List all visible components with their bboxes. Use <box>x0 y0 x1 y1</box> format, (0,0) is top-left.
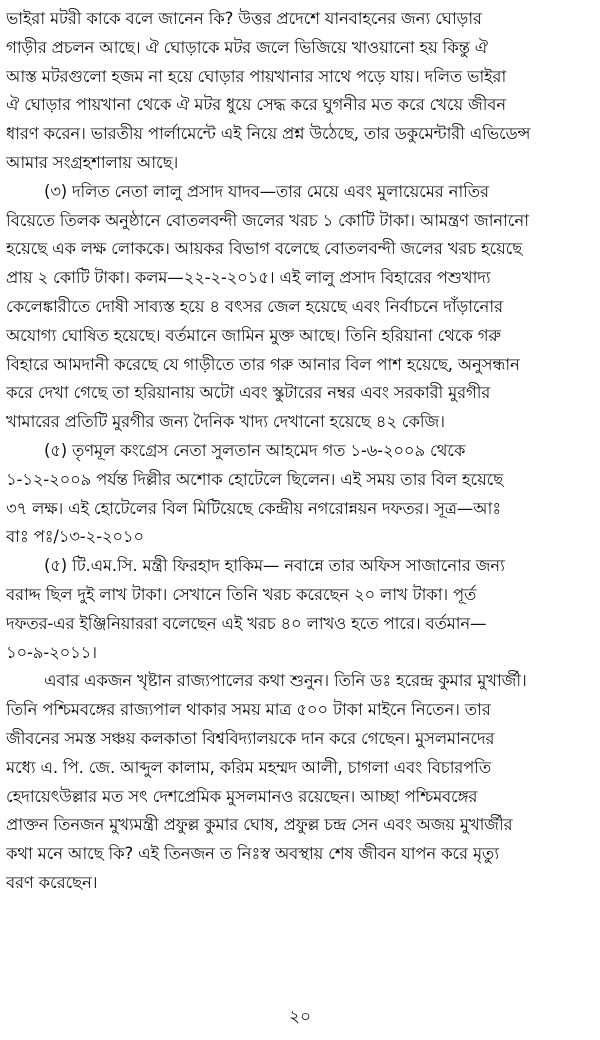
text-line: (৫) টি.এম.সি. মন্ত্রী ফিরহাদ হাকিম— নবান্নে তার অফিস সাজানোর জন্য <box>44 556 505 576</box>
text-line: করে দেখা গেছে তা হরিয়ানায় অটো এবং স্কুটারের নম্বর এবং সরকারী মুরগীর <box>6 383 491 403</box>
text-line: অযোগ্য ঘোষিত হয়েছে। বর্তমানে জামিন মুক্ত আছে। তিনি হরিয়ানা থেকে গরু <box>6 325 501 345</box>
text-line: কেলেঙ্কারীতে দোষী সাব্যস্ত হয়ে ৪ বৎসর জেল হয়েছে এবং নির্বাচনে দাঁড়ানোর <box>6 296 503 316</box>
text-line: বিয়েতে তিলক অনুষ্ঠানে বোতলবন্দী জলের খরচ ১ কোটি টাকা। আমন্ত্রণ জানানো <box>6 210 529 230</box>
text-line: ৩৭ লক্ষ। এই হোটেলের বিল মিটিয়েছে কেন্দ্রীয় নগরোন্নয়ন দফতর। সূত্র—আঃ <box>6 498 501 518</box>
text-line: আমার সংগ্রহশালায় আছে। <box>6 152 179 172</box>
text-line: কথা মনে আছে কি? এই তিনজন ত নিঃস্ব অবস্থায় শেষ জীবন যাপন করে মৃত্যু <box>6 844 499 864</box>
text-line: বরণ করেছেন। <box>6 872 98 892</box>
text-line: দফতর-এর ইঞ্জিনিয়াররা বলেছেন এই খরচ ৪০ লাখও হতে পারে। বর্তমান— <box>6 613 487 633</box>
body-text <box>6 5 594 898</box>
text-line: ভাইরা মটরী কাকে বলে জানেন কি? উত্তর প্রদেশে যানবাহনের জন্য ঘোড়ার <box>6 9 482 28</box>
text-line: বাঃ পঃ/১৩-২-২০১০ <box>6 527 144 547</box>
text-line: এবার একজন খৃষ্টান রাজ্যপালের কথা শুনুন। তিনি ডঃ হরেন্দ্র কুমার মুখার্জী। <box>44 671 527 691</box>
text-line: আস্ত মটরগুলো হজম না হয়ে ঘোড়ার পায়খানার সাথে পড়ে যায়। দলিত ভাইরা <box>6 66 507 86</box>
text-line: (৫) তৃণমূল কংগ্রেস নেতা সুলতান আহমেদ গত ১-৬-২০০৯ থেকে <box>44 440 466 460</box>
text-line: হয়েছে এক লক্ষ লোককে। আয়কর বিভাগ বলেছে বোতলবন্দী জলের খরচ হয়েছে <box>6 239 523 259</box>
text-line: (৩) দলিত নেতা লালু প্রসাদ যাদব—তার মেয়ে এবং মুলায়েমের নাতির <box>44 181 489 201</box>
text-line: ধারণ করেন। ভারতীয় পার্লামেন্টে এই নিয়ে প্রশ্ন উঠেছে, তার ডকুমেন্টারী এভিডেন্স <box>6 124 531 144</box>
text-line: বিহারে আমদানী করেছে যে গাড়ীতে তার গরু আনার বিল পাশ হয়েছে, অনুসন্ধান <box>6 354 520 374</box>
text-line: খামারের প্রতিটি মুরগীর জন্য দৈনিক খাদ্য দেখানো হয়েছে ৪২ কেজি। <box>6 412 445 432</box>
page-number: ২০ <box>288 1007 312 1027</box>
text-line: ঐ ঘোড়ার পায়খানা থেকে ঐ মটর ধুয়ে সেদ্ধ করে ঘুগনীর মত করে খেয়ে জীবন <box>6 95 506 115</box>
text-line: প্রায় ২ কোটি টাকা। কলম—২২-২-২০১৫। এই লালু প্রসাদ বিহারের পশুখাদ্য <box>6 268 491 288</box>
text-line: মধ্যে এ. পি. জে. আব্দুল কালাম, করিম মহম্মদ আলী, চাগলা এবং বিচারপতি <box>6 757 492 777</box>
text-line: ১-১২-২০০৯ পর্যন্ত দিল্লীর অশোক হোটেলে ছিলেন। এই সময় তার বিল হয়েছে <box>6 469 504 489</box>
text-line: ১০-৯-২০১১। <box>6 642 97 662</box>
text-line: গাড়ীর প্রচলন আছে। ঐ ঘোড়াকে মটর জলে ভিজিয়ে খাওয়ানো হয় কিন্তু ঐ <box>6 37 488 57</box>
text-line: তিনি পশ্চিমবঙ্গের রাজ্যপাল থাকার সময় মাত্র ৫০০ টাকা মাইনে নিতেন। তার <box>6 700 491 720</box>
text-line: বরাদ্দ ছিল দুই লাখ টাকা। সেখানে তিনি খরচ করেছেন ২০ লাখ টাকা। পূর্ত <box>6 584 477 604</box>
text-line: প্রাক্তন তিনজন মুখ্যমন্ত্রী প্রফুল্ল কুমার ঘোষ, প্রফুল্ল চন্দ্র সেন এবং অজয় মুখার্জীর <box>6 815 513 835</box>
text-line: হেদায়েৎউল্লার মত সৎ দেশপ্রেমিক মুসলমানও রয়েছেন। আচ্ছা পশ্চিমবঙ্গের <box>6 786 478 806</box>
text-line: জীবনের সমস্ত সঞ্চয় কলকাতা বিশ্ববিদ্যালয়কে দান করে গেছেন। মুসলমানদের <box>6 728 495 748</box>
